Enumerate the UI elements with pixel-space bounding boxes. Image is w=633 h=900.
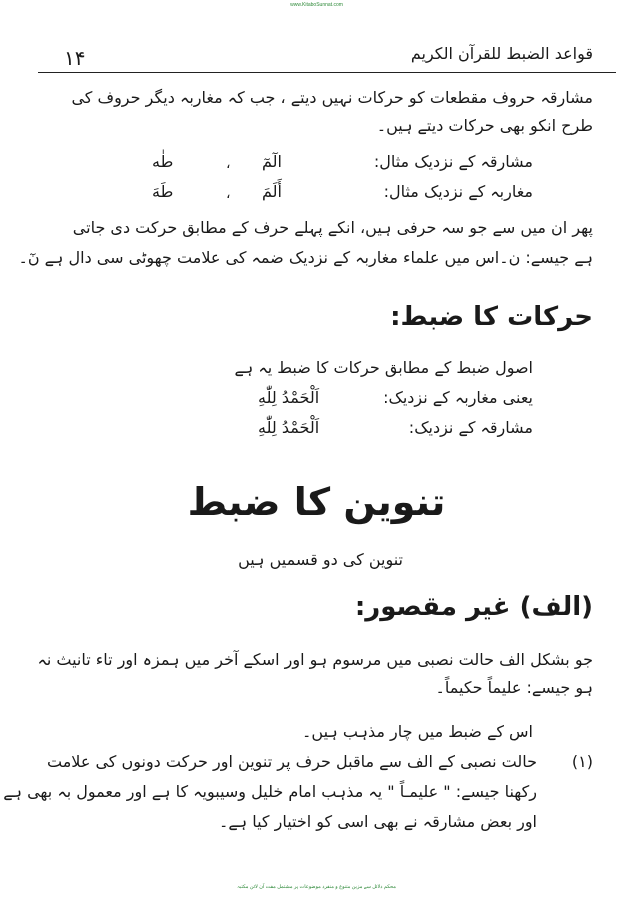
paragraph-line: ہو جیسے: علیماً حکیماً۔ <box>435 678 593 697</box>
page-number: ۱۴ <box>64 46 86 70</box>
example-word: اَلْحَمْدُ لِلّٰهِ <box>258 418 320 437</box>
example-label: مشارقہ کے نزدیک: <box>408 418 533 437</box>
section-heading: حرکات کا ضبط: <box>390 302 593 332</box>
list-item-line: حالت نصبی کے الف سے ماقبل حرف پر تنوین اور حرکت دونوں کی علامت <box>46 752 537 771</box>
paragraph-line: تنوین کی دو قسمیں ہیں <box>238 550 403 569</box>
example-label: مشارقہ کے نزدیک مثال: <box>373 152 533 171</box>
example-word: طٰه <box>152 152 174 171</box>
example-label: مغاربہ کے نزدیک مثال: <box>383 182 533 201</box>
list-item-line: رکھنا جیسے: " علیمـاً " یہ مذہب امام خلیل وسیبویہ کا ہے اور معمول بہ بھی ہے <box>3 782 537 801</box>
list-item-line: اور بعض مشارقہ نے بھی اسی کو اختیار کیا ہے۔ <box>218 812 537 831</box>
paragraph-line: پھر ان میں سے جو سہ حرفی ہیں، انکے پہلے حرف کے مطابق حرکت دی جاتی <box>72 218 593 237</box>
running-head: قواعد الضبط للقرآن الكريم <box>410 44 593 63</box>
paragraph-line: مشارقہ حروف مقطعات کو حرکات نہیں دیتے ، جب کہ مغاربہ دیگر حروف کی <box>71 88 593 107</box>
list-item-number: (۱) <box>571 752 593 771</box>
paragraph-line: ہے جیسے: ن۔اس میں علماء مغاربہ کے نزدیک ضمہ کی علامت چھوٹی سی دال ہے نٓ۔ <box>18 248 593 267</box>
chapter-title: تنوین کا ضبط <box>187 480 446 524</box>
paragraph-line: اس کے ضبط میں چار مذہب ہیں۔ <box>302 722 533 741</box>
paragraph-line: اصول ضبط کے مطابق حرکات کا ضبط یہ ہے <box>234 358 533 377</box>
section-heading: (الف) غیر مقصور: <box>354 592 593 622</box>
paragraph-line: جو بشکل الف حالت نصبی میں مرسوم ہو اور اسکے آخر میں ہمزہ اور تاء تانیث نہ <box>37 650 593 669</box>
example-word: طَهَ <box>152 182 174 201</box>
header-rule <box>38 72 616 73</box>
example-word: اَلْحَمْدُ لِلّٰهِ <box>258 388 320 407</box>
example-label: یعنی مغاربہ کے نزدیک: <box>383 388 533 407</box>
example-separator: ، <box>226 156 231 172</box>
example-word: أَلَمَ <box>262 182 282 201</box>
paragraph-line: طرح انکو بھی حرکات دیتے ہیں۔ <box>376 116 593 135</box>
footer-watermark: محکم دلائل سے مزین متنوع و منفرد موضوعات پر مشتمل مفت آن لائن مکتبہ <box>237 884 396 890</box>
top-watermark-url: www.KitaboSunnat.com <box>290 2 343 8</box>
example-separator: ، <box>226 186 231 202</box>
example-word: الٓمٓ <box>262 152 282 171</box>
